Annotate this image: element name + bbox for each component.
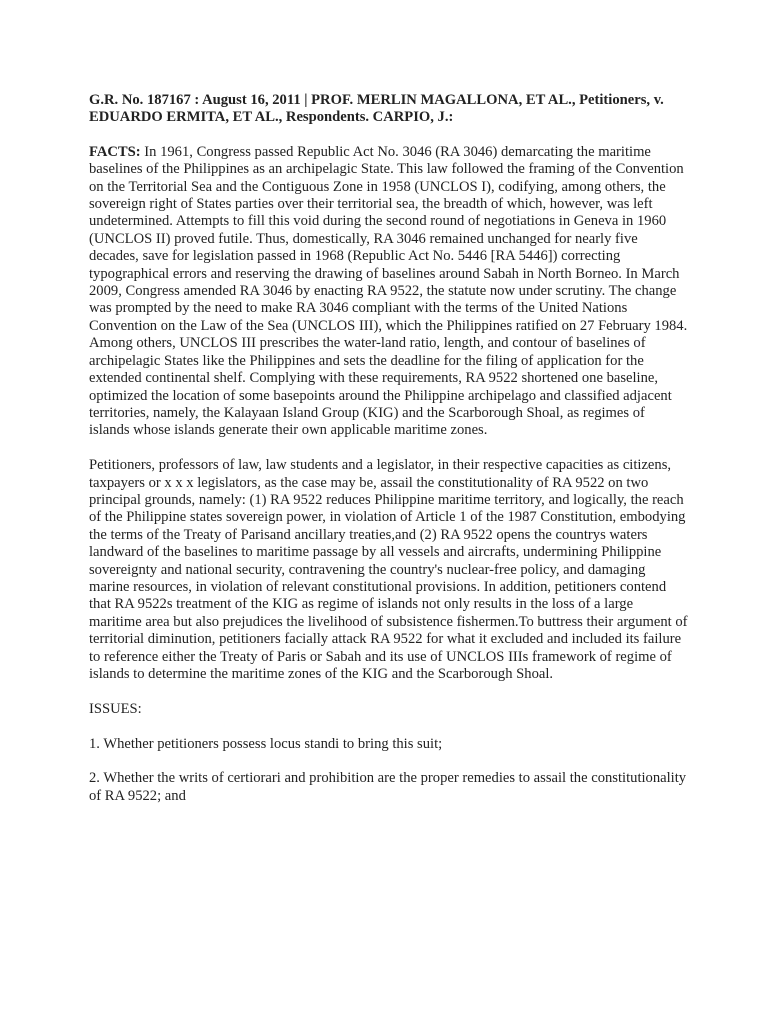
facts-paragraph — [89, 144, 689, 440]
facts-label: FACTS: — [89, 143, 141, 160]
petitioners-paragraph: Petitioners, professors of law, law students and a legislator, in their respective capacities as citizens, taxpayers or x x x legislators, as the case may be, assail the constitutionality of RA 9522 on two principal grounds, namely: (1) RA 9522 reduces Philippine maritime territory, and logically, the reach of the Philippine states sovereign power, in violation of Article 1 of the 1987 Constitution, embodying the terms of the Treaty of Parisand ancillary treaties,and (2) RA 9522 opens the countrys waters landward of the baselines to maritime passage by all vessels and aircrafts, undermining Philippine sovereignty and national security, contravening the country's nuclear-free policy, and damaging marine resources, in violation of relevant constitutional provisions. In addition, petitioners contend that RA 9522s treatment of the KIG as regime of islands not only results in the loss of a large maritime area but also prejudices the livelihood of subsistence fishermen.To buttress their argument of territorial diminution, petitioners facially attack RA 9522 for what it excluded and included its failure to reference either the Treaty of Paris or Sabah and its use of UNCLOS IIIs framework of regime of islands to determine the maritime zones of the KIG and the Scarborough Shoal. — [89, 457, 688, 682]
facts-text: In 1961, Congress passed Republic Act No. 3046 (RA 3046) demarcating the maritime baselines of the Philippines as an archipelagic State. This law followed the framing of the Convention on the Territorial Sea and the Contiguous Zone in 1958 (UNCLOS I), codifying, among others, the sovereign right of States parties over their territorial sea, the breadth of which, however, was left undetermined. Attempts to fill this void during the second round of negotiations in Geneva in 1960 (UNCLOS II) proved futile. Thus, domestically, RA 3046 remained unchanged for nearly five decades, save for legislation passed in 1968 (Republic Act No. 5446 [RA 5446]) correcting typographical errors and reserving the drawing of baselines around Sabah in North Borneo. In March 2009, Congress amended RA 3046 by enacting RA 9522, the statute now under scrutiny. The change was prompted by the need to make RA 3046 compliant with the terms of the United Nations Convention on the Law of the Sea (UNCLOS III), which the Philippines ratified on 27 February 1984. Among others, UNCLOS III prescribes the water-land ratio, length, and contour of baselines of archipelagic States like the Philippines and sets the deadline for the filing of application for the extended continental shelf. Complying with these requirements, RA 9522 shortened one baseline, optimized the location of some basepoints around the Philippine archipelago and classified adjacent territories, namely, the Kalayaan Island Group (KIG) and the Scarborough Shoal, as regimes of islands whose islands generate their own applicable maritime zones. — [89, 143, 688, 439]
document-page — [89, 92, 689, 823]
issue-item-1: 1. Whether petitioners possess locus standi to bring this suit; — [89, 735, 443, 752]
case-heading: G.R. No. 187167 : August 16, 2011 | PROF. MERLIN MAGALLONA, ET AL., Petitioners, v. EDUARDO ERMITA, ET AL., Respondents. CARPIO, J.: — [89, 92, 664, 126]
issues-label: ISSUES: — [89, 700, 142, 717]
issue-item-2: 2. Whether the writs of certiorari and prohibition are the proper remedies to assail the constitutionality of RA 9522; and — [89, 770, 687, 804]
